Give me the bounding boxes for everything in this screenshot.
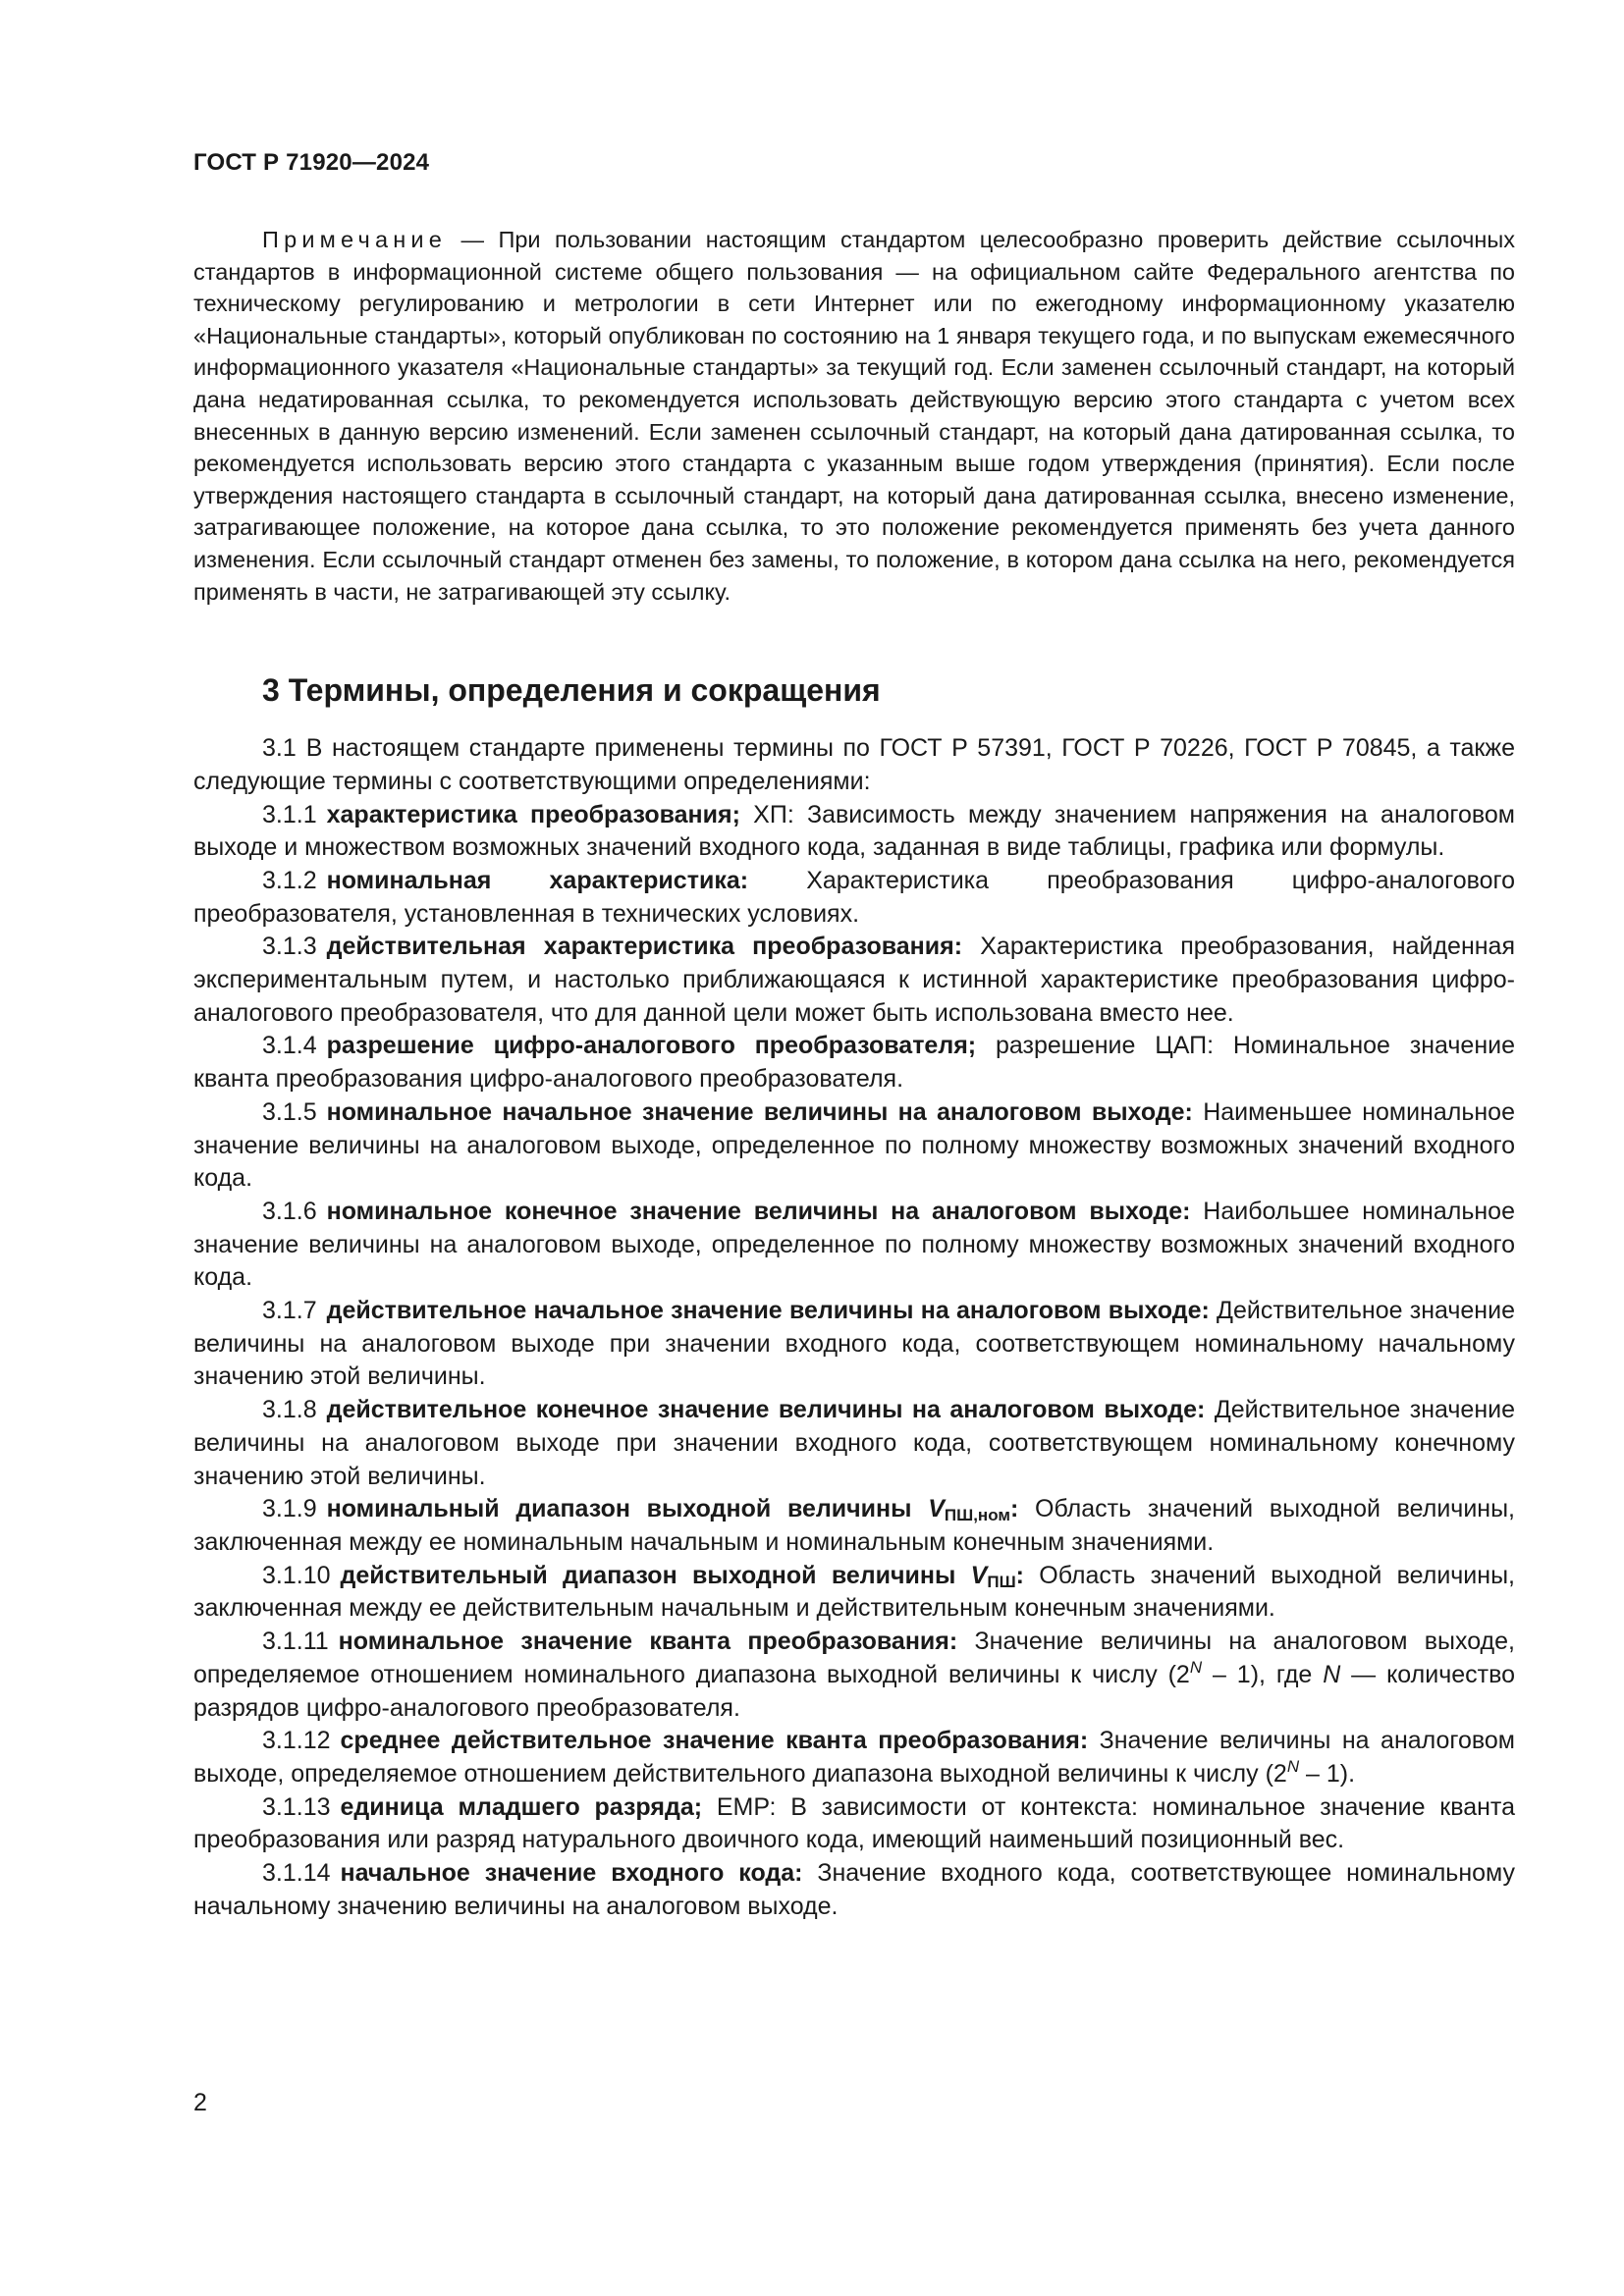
term-name: начальное значение входного кода: [340,1859,803,1888]
clause-number: 3.1.13 [262,1792,331,1821]
clause-number: 3.1.4 [262,1032,317,1060]
term-3-1-4 [193,1030,1515,1095]
term-name: действительное конечное значение величины на аналоговом выходе: [326,1396,1206,1424]
term-3-1-12 [193,1725,1515,1790]
clause-number: 3.1.9 [262,1495,317,1523]
term-definition-c: — количество разрядов цифро-аналогового преобразователя. [193,1660,1515,1722]
intro-text: В настоящем стандарте применены термины по ГОСТ Р 57391, ГОСТ Р 70226, ГОСТ Р 70845, а также следующие термины с соответствующими определениями: [193,734,1515,795]
page-number: 2 [193,2089,207,2116]
term-definition-a: Значение величины на аналоговом выходе, определяемое отношением номинального диапазона выходной величины к числу (2 [193,1628,1515,1688]
term-3-1-1 [193,799,1515,865]
symbol-subscript: ПШ,ном [944,1506,1010,1525]
clause-number: 3.1.5 [262,1097,317,1126]
symbol-v: V [970,1561,988,1589]
term-colon: : [1009,1495,1019,1523]
term-name: номинальная характеристика: [326,866,749,894]
term-name: номинальное конечное значение величины на аналоговом выходе: [326,1197,1191,1225]
note-text: — При пользовании настоящим стандартом целесообразно проверить действие ссылочных стандартов в информационной системе общего пользования — на официальном сайте Федерального агентства по техническому регулированию и метрологии в сети Интернет или по ежегодному информационному указателю «Национальные стандарты», который опубликован по состоянию на 1 января текущего года, и по выпускам ежемесячного информационного указателя «Национальные стандарты» за текущий год. Если заменен ссылочный стандарт, на который дана недатированная ссылка, то рекомендуется использовать действующую версию этого стандарта с учетом всех внесенных в данную версию изменений. Если заменен ссылочный стандарт, на который дана датированная ссылка, то рекомендуется использовать версию этого стандарта с указанным выше годом утверждения (принятия). Если после утверждения настоящего стандарта в ссылочный стандарт, на который дана датированная ссылка, внесено изменение, затрагивающее положение, на которое дана ссылка, то это положение рекомендуется применять без учета данного изменения. Если ссылочный стандарт отменен без замены, то положение, в котором дана ссылка на него, рекомендуется применять в части, не затрагивающей эту ссылку. [193,227,1515,605]
term-3-1-2 [193,865,1515,931]
term-3-1-10 [193,1560,1515,1626]
term-name: среднее действительное значение кванта преобразования: [340,1727,1089,1755]
term-3-1-13 [193,1791,1515,1857]
term-3-1-3 [193,931,1515,1030]
term-definition-b: – 1). [1299,1759,1356,1788]
term-colon: : [1015,1561,1024,1589]
term-name [341,1562,1024,1589]
term-name: действительная характеристика преобразования: [326,933,963,961]
term-definition: ХП: Зависимость между значением напряжения на аналоговом выходе и множеством возможных значений входного кода, заданная в виде таблицы, графика или формулы. [193,800,1515,862]
reference-note [193,224,1515,608]
term-3-1-5 [193,1096,1515,1196]
term-name: номинальное начальное значение величины на аналоговом выходе: [326,1097,1193,1126]
term-definition-a: Значение величины на аналоговом выходе, определяемое отношением действительного диапазона выходной величины к числу (2 [193,1727,1515,1788]
document-code-header: ГОСТ Р 71920—2024 [193,149,430,176]
term-name-text: номинальный диапазон выходной величины [326,1495,929,1523]
exponent [1287,1757,1299,1776]
note-label: Примечание [262,227,448,252]
term-name: действительное начальное значение величины на аналоговом выходе: [326,1297,1210,1325]
term-definition: Действительное значение величины на аналоговом выходе при значении входного кода, соответствующем номинальному конечному значению этой величины. [193,1396,1515,1490]
section-heading: 3 Термины, определения и сокращения [262,672,881,709]
clause-number: 3.1.1 [262,800,317,828]
term-name-text: действительный диапазон выходной величины [340,1561,971,1589]
clause-number: 3.1.14 [262,1859,331,1888]
symbol-subscript: ПШ [987,1572,1016,1591]
term-definition: Наименьшее номинальное значение величины на аналоговом выходе, определенное по полному множеству возможных значений входного кода. [193,1097,1515,1193]
term-definition: ЕМР: В зависимости от контекста: номинальное значение кванта преобразования или разряд натурального двоичного кода, имеющий наименьший позиционный вес. [193,1792,1515,1854]
term-3-1-8 [193,1394,1515,1493]
term-definition: Действительное значение величины на аналоговом выходе при значении входного кода, соответствующем номинальному начальному значению этой величины. [193,1297,1515,1391]
term-3-1-6 [193,1196,1515,1295]
term-definition: Область значений выходной величины, заключенная между ее номинальным начальным и номинальным конечным значениями. [193,1495,1515,1556]
term-definition: Характеристика преобразования цифро-аналогового преобразователя, установленная в технических условиях. [193,866,1515,928]
clause-number: 3.1.6 [262,1197,317,1225]
page-body [193,224,1515,1923]
clause-number: 3.1.2 [262,866,317,894]
clause-number: 3.1.3 [262,933,317,961]
intro-paragraph [193,732,1515,798]
symbol-v: V [928,1495,945,1523]
clause-number: 3.1.12 [262,1727,331,1755]
clause-number: 3.1.8 [262,1396,317,1424]
term-definition: разрешение ЦАП: Номинальное значение кванта преобразования цифро-аналогового преобразователя. [193,1032,1515,1094]
term-name: единица младшего разряда; [340,1792,703,1821]
term-3-1-11 [193,1626,1515,1725]
term-definition-b: – 1), где [1202,1660,1324,1688]
term-name [326,1495,1019,1525]
exponent-var: N [1286,1756,1300,1776]
term-3-1-9 [193,1493,1515,1559]
clause-number: 3.1.11 [262,1628,329,1656]
exponent-var: N [1189,1657,1203,1677]
exponent [1190,1658,1202,1677]
term-name: разрешение цифро-аналогового преобразователя; [326,1032,977,1060]
term-definition: Значение входного кода, соответствующее номинальному начальному значению величины на аналоговом выходе. [193,1859,1515,1920]
term-3-1-7 [193,1295,1515,1394]
term-definition: Характеристика преобразования, найденная экспериментальным путем, и настолько приближающаяся к истинной характеристике преобразования цифро-аналогового преобразователя, что для данной цели может быть использована вместо нее. [193,933,1515,1027]
clause-number: 3.1.10 [262,1561,331,1589]
term-3-1-14 [193,1857,1515,1923]
variable-n: N [1323,1660,1341,1688]
term-name: номинальное значение кванта преобразования: [338,1628,958,1656]
clause-number: 3.1 [262,734,297,763]
term-definition: Наибольшее номинальное значение величины на аналоговом выходе, определенное по полному множеству возможных значений входного кода. [193,1197,1515,1292]
clause-number: 3.1.7 [262,1297,317,1325]
term-definition: Область значений выходной величины, заключенная между ее действительным начальным и действительным конечным значениями. [193,1561,1515,1623]
term-name: характеристика преобразования; [326,800,740,828]
